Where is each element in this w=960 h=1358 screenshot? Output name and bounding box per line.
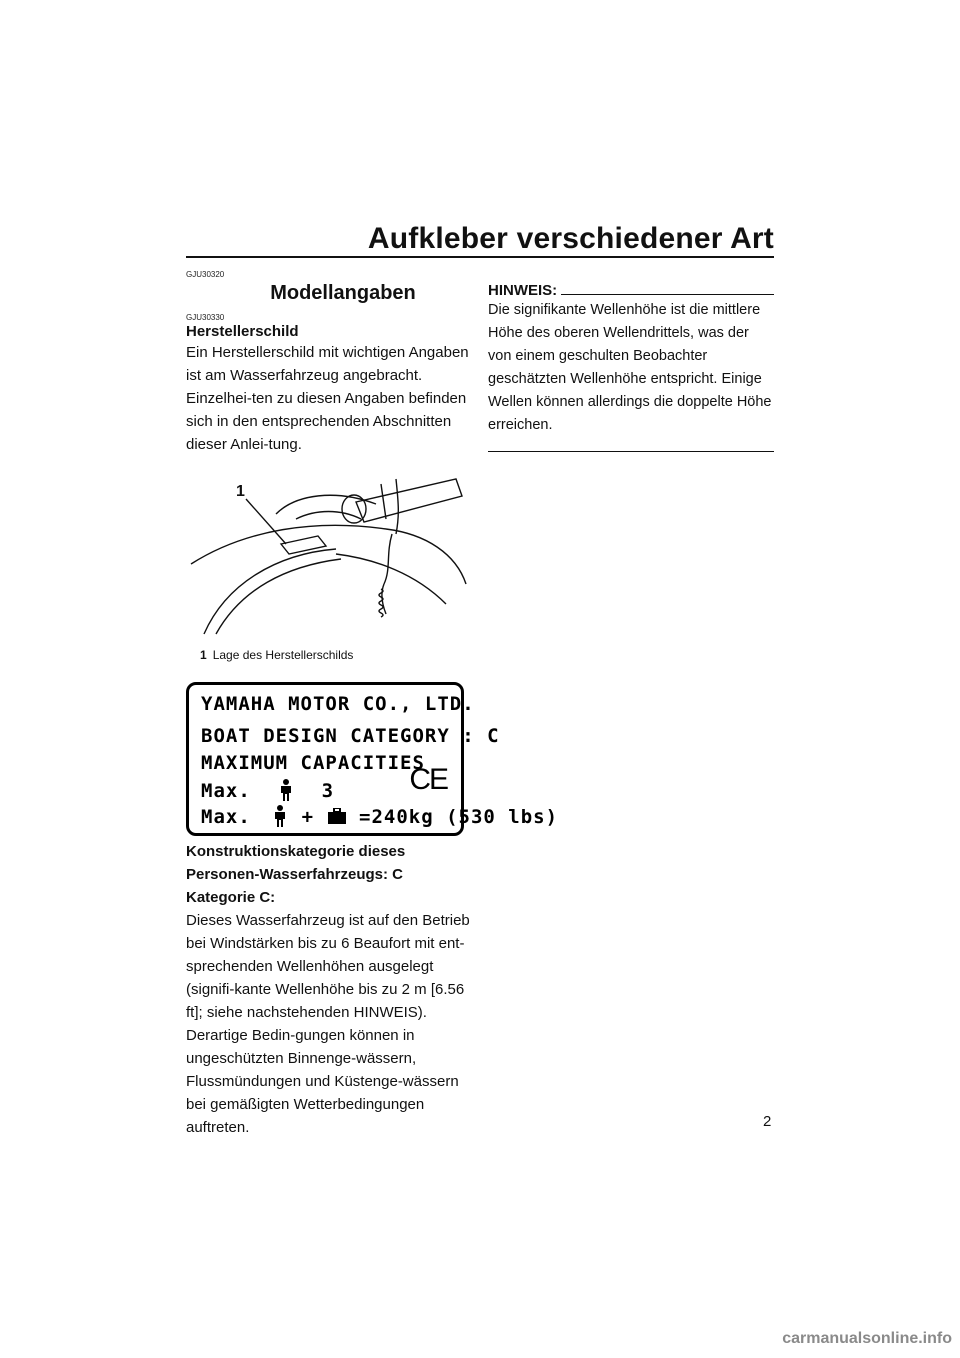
ce-mark: CE (409, 763, 447, 796)
right-column (488, 282, 774, 452)
plate-manufacturer: YAMAHA MOTOR CO., LTD. (201, 693, 475, 715)
plate-max-capacities: MAXIMUM CAPACITIES (201, 752, 425, 774)
left-column (186, 270, 559, 1139)
figure-callout: 1 (236, 483, 245, 500)
category-description: Dieses Wasserfahrzeug ist auf den Betrieb bei Windstärken bis zu 6 Beaufort mit ent-sprechenden Wellenhöhen ausgelegt (signifi-kante Wellenhöhe bis zu 2 m [6.56 ft]; siehe nachstehenden HINWEIS). Derartige Bedin-gungen können in ungeschützten Binnenge-wässern, Flussmündungen und Küstenge-wässern bei gemäßigten Wetterbedingungen auftreten. (186, 912, 470, 1136)
note-header (488, 282, 774, 299)
plate-design-category: BOAT DESIGN CATEGORY : C (201, 725, 500, 747)
header-rule (186, 256, 774, 258)
note-title: HINWEIS: (488, 282, 558, 299)
subsection-code: GJU30330 (186, 313, 225, 322)
plate-plus: + (301, 806, 315, 828)
plate-max-label-2: Max. (201, 806, 251, 828)
person-icon (271, 805, 289, 827)
plate-max-label: Max. (201, 780, 251, 802)
section-title: Modellangaben (270, 282, 416, 304)
caption-text: Lage des Herstellerschilds (212, 648, 354, 662)
plate-max-load (201, 805, 558, 828)
person-icon (277, 779, 295, 801)
plate-persons-value: 3 (321, 780, 335, 802)
section-code: GJU30320 (186, 270, 225, 279)
note-end-rule (488, 451, 774, 452)
manufacturer-plate (186, 682, 559, 836)
watercraft-illustration (186, 474, 470, 644)
subsection-title: Herstellerschild (186, 323, 299, 340)
luggage-icon (327, 807, 347, 823)
page-number: 2 (763, 1113, 772, 1130)
page-title: Aufkleber verschiedener Art (367, 222, 774, 255)
category-heading: Konstruktionskategorie dieses Personen-Wasserfahrzeugs: C (186, 843, 406, 883)
watermark: carmanualsonline.info (782, 1330, 952, 1347)
plate-load-value: =240kg (530 lbs) (359, 806, 559, 828)
note-rule (561, 294, 774, 295)
plate-max-persons (201, 779, 334, 802)
figure-caption (186, 648, 470, 662)
category-label: Kategorie C: (186, 889, 276, 906)
caption-number: 1 (200, 648, 207, 662)
watercraft-drawing (186, 474, 470, 644)
note-text: Die signifikante Wellenhöhe ist die mittlere Höhe des oberen Wellendrittels, was der von einem geschulten Beobachter geschätzten Wellenhöhe entspricht. Einige Wellen können allerdings die doppelte Höhe erreichen. (488, 302, 772, 433)
intro-paragraph: Ein Herstellerschild mit wichtigen Angaben ist am Wasserfahrzeug angebracht. Einzelhei-ten zu diesen Angaben befinden sich in den entsprechenden Abschnitten dieser Anlei-tung. (186, 344, 469, 453)
